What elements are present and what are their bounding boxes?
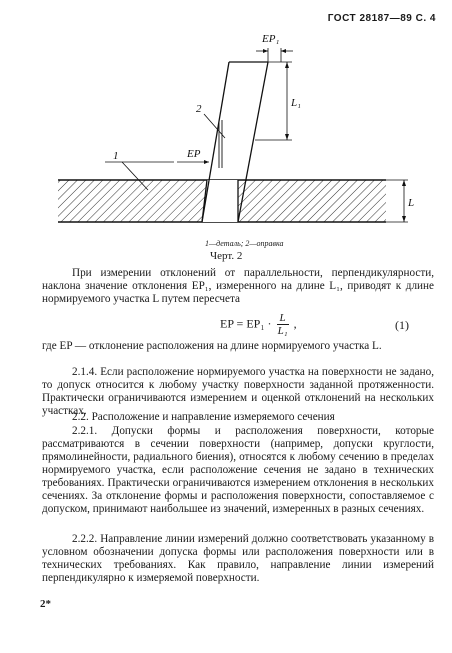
label-l: L	[408, 197, 415, 209]
figure-legend: 1—деталь; 2—оправка	[205, 239, 284, 248]
formula-tail: ,	[293, 316, 297, 331]
formula-1	[220, 312, 297, 337]
label-l1: L₁	[291, 97, 301, 109]
figure-caption: Черт. 2	[210, 250, 243, 262]
drawing-figure-2	[0, 28, 452, 240]
label-ep: EP	[187, 148, 201, 160]
section-2-1-4: 2.1.4. Если расположение нормируемого участка на поверхности не задано, то допуск относится к любому участку поверхности заданной протяженности. Практически ограничиваются измерением и оценкой отклонений на нескольких участках.	[42, 366, 434, 417]
where-line: где EP — отклонение расположения на длине нормируемого участка L.	[42, 340, 382, 352]
page-marker: 2*	[40, 598, 51, 610]
section-2-2-1: 2.2.1. Допуски формы и расположения поверхности, которые рассматриваются в сечении поверхности (например, допуски круглости, прямолинейности, радиального биения), относятся к любому сечению в пределах нормируемого участка, если расположение сечения не задано в технических требованиях. Практически ограничиваются измерением отклонения в нескольких сечениях. За отклонение формы и расположения поверхности, сопоставляемое с допуском, принимают наибольшее из значений, измеренных в разных сечениях.	[42, 425, 434, 515]
label-ep1: EP₁	[262, 33, 280, 45]
formula-denominator: L₁	[277, 325, 288, 337]
section-2-2-2: 2.2.2. Направление линии измерений должно соответствовать указанному в условном обозначении допуска формы или расположения поверхности или в технических требованиях. Как правило, направление линии измерений перпендикулярно к измеряемой поверхности.	[42, 533, 434, 584]
section-2-2-heading: 2.2. Расположение и направление измеряемого сечения	[72, 411, 335, 423]
dimension-ep	[177, 148, 209, 164]
formula-lhs: EP = EP₁ ·	[220, 316, 272, 331]
dimension-l1	[255, 62, 301, 140]
dimension-l	[386, 180, 414, 222]
intro-paragraph: При измерении отклонений от параллельности, перпендикулярности, наклона значение отклонения EP₁, измеренного на длине L₁, приводят к длине нормируемого участка L путем пересчета	[42, 267, 434, 305]
document-reference: ГОСТ 28187—89 С. 4	[327, 13, 436, 24]
formula-numerator: L	[277, 312, 289, 325]
dimension-ep1	[256, 33, 293, 62]
label-1: 1	[113, 150, 119, 162]
label-2: 2	[196, 103, 202, 115]
equation-number: (1)	[395, 318, 409, 332]
formula-fraction	[277, 312, 289, 337]
